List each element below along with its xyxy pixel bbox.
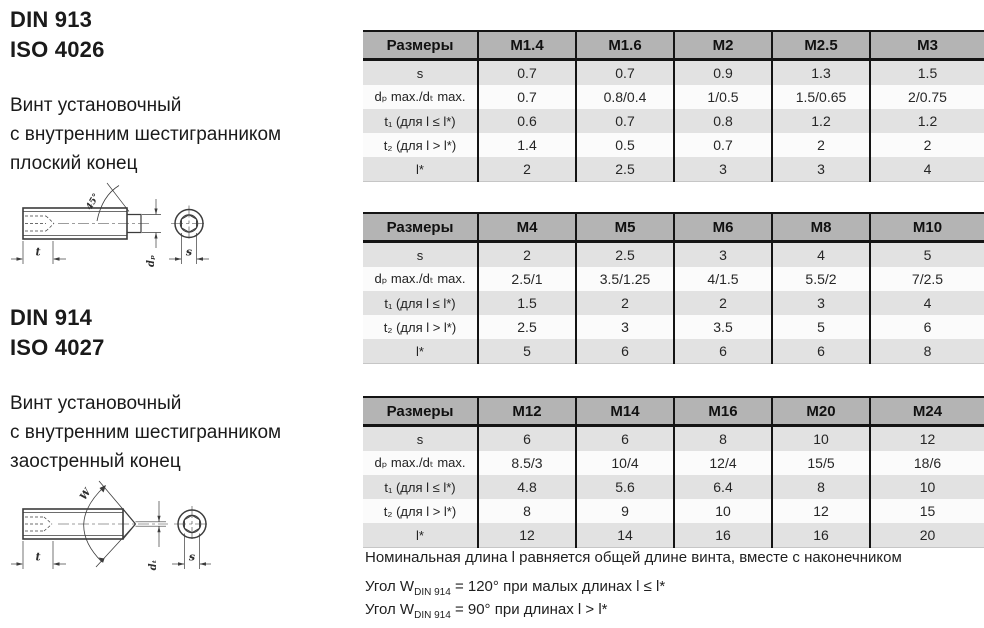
value-cell: 5 <box>772 315 870 339</box>
table-row <box>363 499 984 523</box>
note-nominal-length <box>365 549 902 566</box>
table-row <box>363 85 984 109</box>
table-header-row <box>363 31 984 60</box>
description-line: с внутренним шестигранником <box>10 124 282 145</box>
value-cell: 3.5 <box>674 315 772 339</box>
dimensions-table-m4-m10 <box>363 212 984 364</box>
value-cell: 16 <box>674 523 772 548</box>
end-view <box>171 206 207 242</box>
description-line: заостренный конец <box>10 451 181 472</box>
value-cell: 0.7 <box>478 60 576 86</box>
note-subscript: DIN 914 <box>414 610 451 621</box>
description-line: плоский конец <box>10 153 138 174</box>
dimension-t <box>11 541 66 569</box>
value-cell: 1.3 <box>772 60 870 86</box>
value-cell: 0.8 <box>674 109 772 133</box>
row-label: t₁ (для l ≤ l*) <box>384 295 456 311</box>
value-cell: 8 <box>478 499 576 523</box>
value-cell: 7/2.5 <box>870 267 984 291</box>
flat-point-screw-drawing <box>8 172 243 267</box>
size-column-header: M1.6 <box>576 31 674 60</box>
standard-title-din914 <box>10 303 105 363</box>
dimension-dp <box>142 199 161 267</box>
value-cell: 4.8 <box>478 475 576 499</box>
dim-t-label: t <box>35 245 41 259</box>
row-label: l* <box>363 339 478 364</box>
description-din913 <box>10 91 281 178</box>
table-row <box>363 60 984 86</box>
note-rest: = 90° при длинах l > l* <box>450 601 608 618</box>
value-cell: 0.7 <box>674 133 772 157</box>
value-cell: 2 <box>870 133 984 157</box>
value-cell: 4 <box>772 242 870 268</box>
value-cell: 12 <box>772 499 870 523</box>
note-angle-90 <box>365 601 608 621</box>
size-column-header: M5 <box>576 213 674 242</box>
value-cell: 2.5 <box>576 157 674 182</box>
dim-dp-label: dₚ <box>146 255 157 267</box>
value-cell: 0.8/0.4 <box>576 85 674 109</box>
value-cell: 0.7 <box>576 60 674 86</box>
hex-socket-hidden-lines <box>25 517 52 531</box>
note-prefix: Угол W <box>365 601 415 618</box>
value-cell: 4 <box>870 157 984 182</box>
value-cell: 15/5 <box>772 451 870 475</box>
value-cell: 0.5 <box>576 133 674 157</box>
note-text: Номинальная длина l равняется общей длине винта, вместе с наконечником <box>365 549 902 566</box>
description-line: Винт установочный <box>10 95 182 116</box>
value-cell: 8 <box>870 339 984 364</box>
row-label: t₂ (для l > l*) <box>383 503 457 519</box>
table-row <box>363 475 984 499</box>
size-column-header: M2 <box>674 31 772 60</box>
dimension-column-header: Размеры <box>363 397 478 426</box>
value-cell: 20 <box>870 523 984 548</box>
value-cell: 14 <box>576 523 674 548</box>
cone-point-screw-drawing <box>8 477 243 572</box>
value-cell: 1.5 <box>870 60 984 86</box>
cone-angle-label: W <box>78 486 94 503</box>
value-cell: 3 <box>772 157 870 182</box>
value-cell: 8 <box>674 426 772 452</box>
size-column-header: M3 <box>870 31 984 60</box>
value-cell: 3 <box>576 315 674 339</box>
value-cell: 3 <box>772 291 870 315</box>
value-cell: 1.5 <box>478 291 576 315</box>
dimension-column-header: Размеры <box>363 31 478 60</box>
value-cell: 4/1.5 <box>674 267 772 291</box>
row-label: t₁ (для l ≤ l*) <box>384 479 456 495</box>
value-cell: 3.5/1.25 <box>576 267 674 291</box>
note-subscript: DIN 914 <box>414 587 451 598</box>
chamfer-angle-label: 45° <box>84 192 102 212</box>
value-cell: 6 <box>576 426 674 452</box>
value-cell: 6 <box>870 315 984 339</box>
value-cell: 6 <box>478 426 576 452</box>
dimensions-table-m12-m24 <box>363 396 984 548</box>
value-cell: 8 <box>772 475 870 499</box>
value-cell: 10 <box>772 426 870 452</box>
value-cell: 18/6 <box>870 451 984 475</box>
dimension-column-header: Размеры <box>363 213 478 242</box>
size-column-header: M8 <box>772 213 870 242</box>
description-din914 <box>10 389 281 476</box>
value-cell: 2.5 <box>576 242 674 268</box>
row-label: dₚ max./dₜ max. <box>374 89 466 104</box>
value-cell: 5.5/2 <box>772 267 870 291</box>
table-header-row <box>363 397 984 426</box>
value-cell: 1/0.5 <box>674 85 772 109</box>
din-913-label: DIN 913 <box>10 7 93 32</box>
size-column-header: M12 <box>478 397 576 426</box>
value-cell: 10/4 <box>576 451 674 475</box>
row-label: l* <box>363 523 478 548</box>
row-label: s <box>416 247 424 263</box>
value-cell: 9 <box>576 499 674 523</box>
table-row <box>363 133 984 157</box>
note-rest: = 120° при малых длинах l ≤ l* <box>450 578 666 595</box>
description-line: Винт установочный <box>10 393 182 414</box>
dimension-t <box>11 241 66 264</box>
end-view <box>174 506 210 542</box>
dimensions-table-m1_4-m3 <box>363 30 984 182</box>
table-row <box>363 242 984 268</box>
chamfer-angle-annotation <box>85 183 129 221</box>
value-cell: 2 <box>772 133 870 157</box>
value-cell: 0.9 <box>674 60 772 86</box>
value-cell: 2 <box>478 242 576 268</box>
dimension-dt <box>136 501 167 570</box>
row-label: dₚ max./dₜ max. <box>374 271 466 286</box>
value-cell: 2.5/1 <box>478 267 576 291</box>
table-row <box>363 451 984 475</box>
standard-title-din913 <box>10 5 105 65</box>
value-cell: 0.7 <box>576 109 674 133</box>
value-cell: 12 <box>870 426 984 452</box>
size-column-header: M10 <box>870 213 984 242</box>
value-cell: 5 <box>478 339 576 364</box>
table-row <box>363 109 984 133</box>
iso-4026-label: ISO 4026 <box>10 37 105 62</box>
side-view <box>23 183 151 239</box>
value-cell: 6 <box>674 339 772 364</box>
dim-s-label: s <box>188 550 196 564</box>
table-row <box>363 157 984 182</box>
table-row <box>363 523 984 548</box>
size-column-header: M20 <box>772 397 870 426</box>
value-cell: 5 <box>870 242 984 268</box>
size-column-header: M6 <box>674 213 772 242</box>
row-label: t₁ (для l ≤ l*) <box>384 113 456 129</box>
din-914-label: DIN 914 <box>10 305 93 330</box>
value-cell: 1.2 <box>772 109 870 133</box>
side-view <box>23 481 168 567</box>
value-cell: 1.5/0.65 <box>772 85 870 109</box>
value-cell: 2 <box>674 291 772 315</box>
value-cell: 4 <box>870 291 984 315</box>
value-cell: 3 <box>674 242 772 268</box>
value-cell: 6.4 <box>674 475 772 499</box>
value-cell: 3 <box>674 157 772 182</box>
dim-t-label: t <box>35 550 41 564</box>
value-cell: 8.5/3 <box>478 451 576 475</box>
value-cell: 2/0.75 <box>870 85 984 109</box>
iso-4027-label: ISO 4027 <box>10 335 105 360</box>
note-angle-120 <box>365 578 665 598</box>
value-cell: 12 <box>478 523 576 548</box>
value-cell: 15 <box>870 499 984 523</box>
table-row <box>363 339 984 364</box>
row-label: s <box>416 65 424 81</box>
note-prefix: Угол W <box>365 578 415 595</box>
row-label: t₂ (для l > l*) <box>383 319 457 335</box>
table-row <box>363 267 984 291</box>
dim-dt-label: dₜ <box>148 559 159 571</box>
value-cell: 10 <box>870 475 984 499</box>
value-cell: 12/4 <box>674 451 772 475</box>
size-column-header: M4 <box>478 213 576 242</box>
row-label: s <box>416 431 424 447</box>
value-cell: 6 <box>576 339 674 364</box>
value-cell: 2 <box>478 157 576 182</box>
description-line: с внутренним шестигранником <box>10 422 282 443</box>
value-cell: 1.2 <box>870 109 984 133</box>
value-cell: 5.6 <box>576 475 674 499</box>
value-cell: 6 <box>772 339 870 364</box>
size-column-header: M24 <box>870 397 984 426</box>
value-cell: 0.7 <box>478 85 576 109</box>
value-cell: 10 <box>674 499 772 523</box>
row-label: l* <box>363 157 478 182</box>
size-column-header: M2.5 <box>772 31 870 60</box>
size-column-header: M16 <box>674 397 772 426</box>
value-cell: 2.5 <box>478 315 576 339</box>
dim-s-label: s <box>185 245 193 259</box>
table-row <box>363 291 984 315</box>
size-column-header: M1.4 <box>478 31 576 60</box>
size-column-header: M14 <box>576 397 674 426</box>
hex-socket-hidden-lines <box>25 216 54 231</box>
row-label: dₚ max./dₜ max. <box>374 455 466 470</box>
value-cell: 16 <box>772 523 870 548</box>
row-label: t₂ (для l > l*) <box>383 137 457 153</box>
table-header-row <box>363 213 984 242</box>
value-cell: 2 <box>576 291 674 315</box>
dimension-s <box>172 534 211 570</box>
value-cell: 1.4 <box>478 133 576 157</box>
table-row <box>363 315 984 339</box>
value-cell: 0.6 <box>478 109 576 133</box>
table-row <box>363 426 984 452</box>
